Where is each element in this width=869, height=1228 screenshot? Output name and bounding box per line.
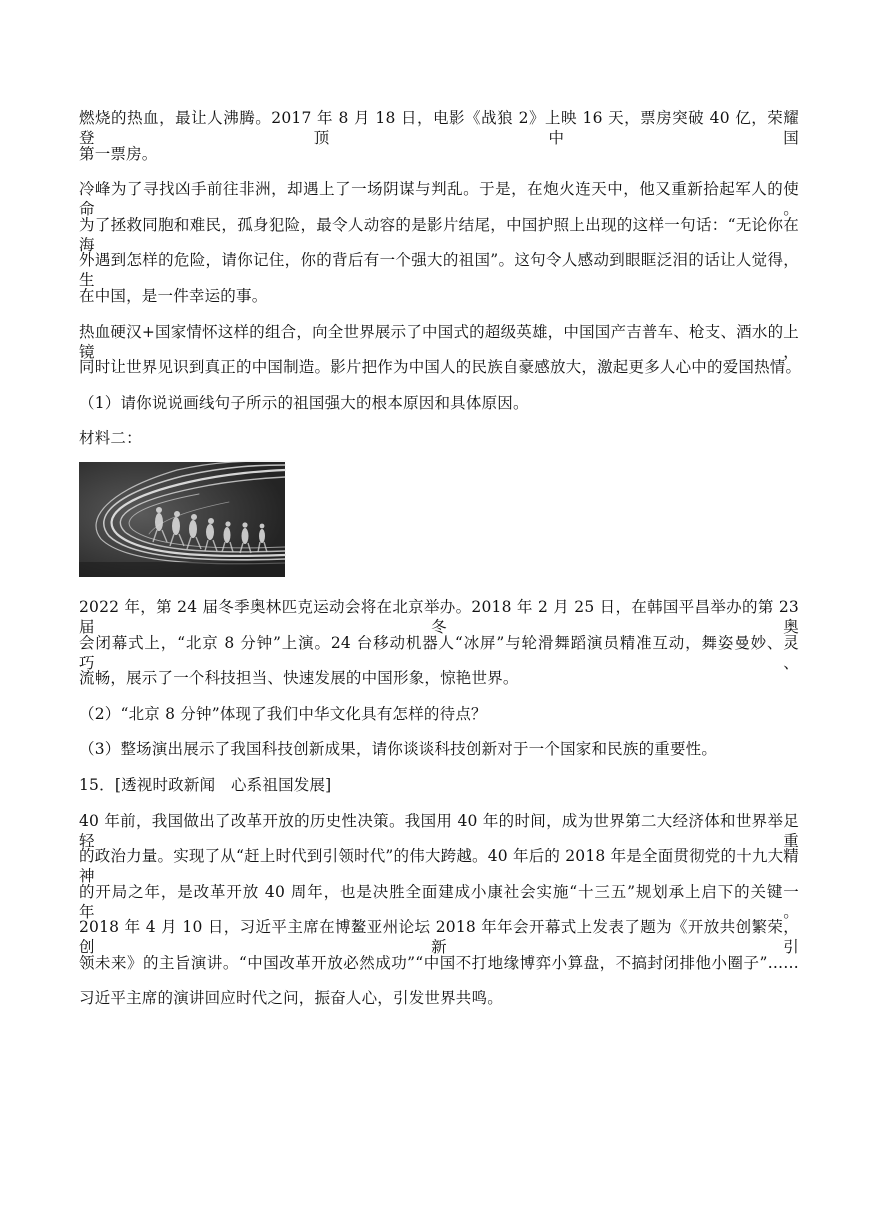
q15-line-2: 的政治力量。实现了从“赶上时代到引领时代”的伟大跨越。40 年后的 2018 年是全面贯彻党的十九大精神 xyxy=(79,847,800,886)
question-15-title: 15．[透视时政新闻 心系祖国发展] xyxy=(79,775,332,794)
material1-line-5: 外遇到怎样的危险，请你记住，你的背后有一个强大的祖国”。这句令人感动到眼眶泛泪的话让人觉得，生 xyxy=(79,251,799,290)
question-3: （3）整场演出展示了我国科技创新成果，请你谈谈科技创新对于一个国家和民族的重要性。 xyxy=(79,740,718,759)
material2-line-2: 会闭幕式上，“北京 8 分钟”上演。24 台移动机器人“冰屏”与轮滑舞蹈演员精准互动，舞姿曼妙、灵巧、 xyxy=(79,633,799,672)
material1-line-8: 同时让世界见识到真正的中国制造。影片把作为中国人的民族自豪感放大，激起更多人心中的爱国热情。 xyxy=(79,358,802,377)
q15-line-6: 习近平主席的演讲回应时代之问，振奋人心，引发世界共鸣。 xyxy=(79,989,503,1008)
question-2: （2）“北京 8 分钟”体现了我们中华文化具有怎样的待点？ xyxy=(79,704,487,723)
document-page xyxy=(79,108,802,1024)
material1-line-1: 燃烧的热血，最让人沸腾。2017 年 8 月 18 日，电影《战狼 2》上映 16 天，票房突破 40 亿，荣耀登顶中国 xyxy=(79,109,799,147)
q15-line-5: 领未来》的主旨演讲。“中国改革开放必然成功”“中国不打地缘博弈小算盘，不搞封闭排他小圈子”…… xyxy=(79,953,799,972)
material2-heading: 材料二： xyxy=(79,429,142,448)
material1-line-7: 热血硬汉+国家情怀这样的组合，向全世界展示了中国式的超级英雄，中国国产吉普车、枪支、酒水的上镜， xyxy=(79,322,799,361)
q15-line-1: 40 年前，我国做出了改革开放的历史性决策。我国用 40 年的时间，成为世界第二大经济体和世界举足轻重 xyxy=(79,811,799,850)
material1-line-6: 在中国，是一件幸运的事。 xyxy=(79,286,268,305)
q15-line-4: 2018 年 4 月 10 日，习近平主席在博鳌亚州论坛 2018 年年会开幕式上发表了题为《开放共创繁荣，创新引 xyxy=(79,918,799,957)
material2-line-3: 流畅，展示了一个科技担当、快速发展的中国形象，惊艳世界。 xyxy=(79,669,519,688)
material2-line-1: 2022 年，第 24 届冬季奥林匹克运动会将在北京举办。2018 年 2 月 25 日，在韩国平昌举办的第 23 届冬奥 xyxy=(79,597,799,636)
closing-ceremony-photo xyxy=(79,462,285,577)
material1-line-4: 为了拯救同胞和难民，孤身犯险，最令人动容的是影片结尾，中国护照上出现的这样一句话：“无论你在海 xyxy=(79,215,799,254)
question-1: （1）请你说说画线句子所示的祖国强大的根本原因和具体原因。 xyxy=(79,393,529,412)
q15-line-3: 的开局之年，是改革开放 40 周年，也是决胜全面建成小康社会实施“十三五”规划承上启下的关键一年。 xyxy=(79,882,799,921)
material1-line-3: 冷峰为了寻找凶手前往非洲，却遇上了一场阴谋与判乱。于是，在炮火连天中，他又重新拾起军人的使命。 xyxy=(79,180,799,219)
material1-line-2: 第一票房。 xyxy=(79,144,158,163)
